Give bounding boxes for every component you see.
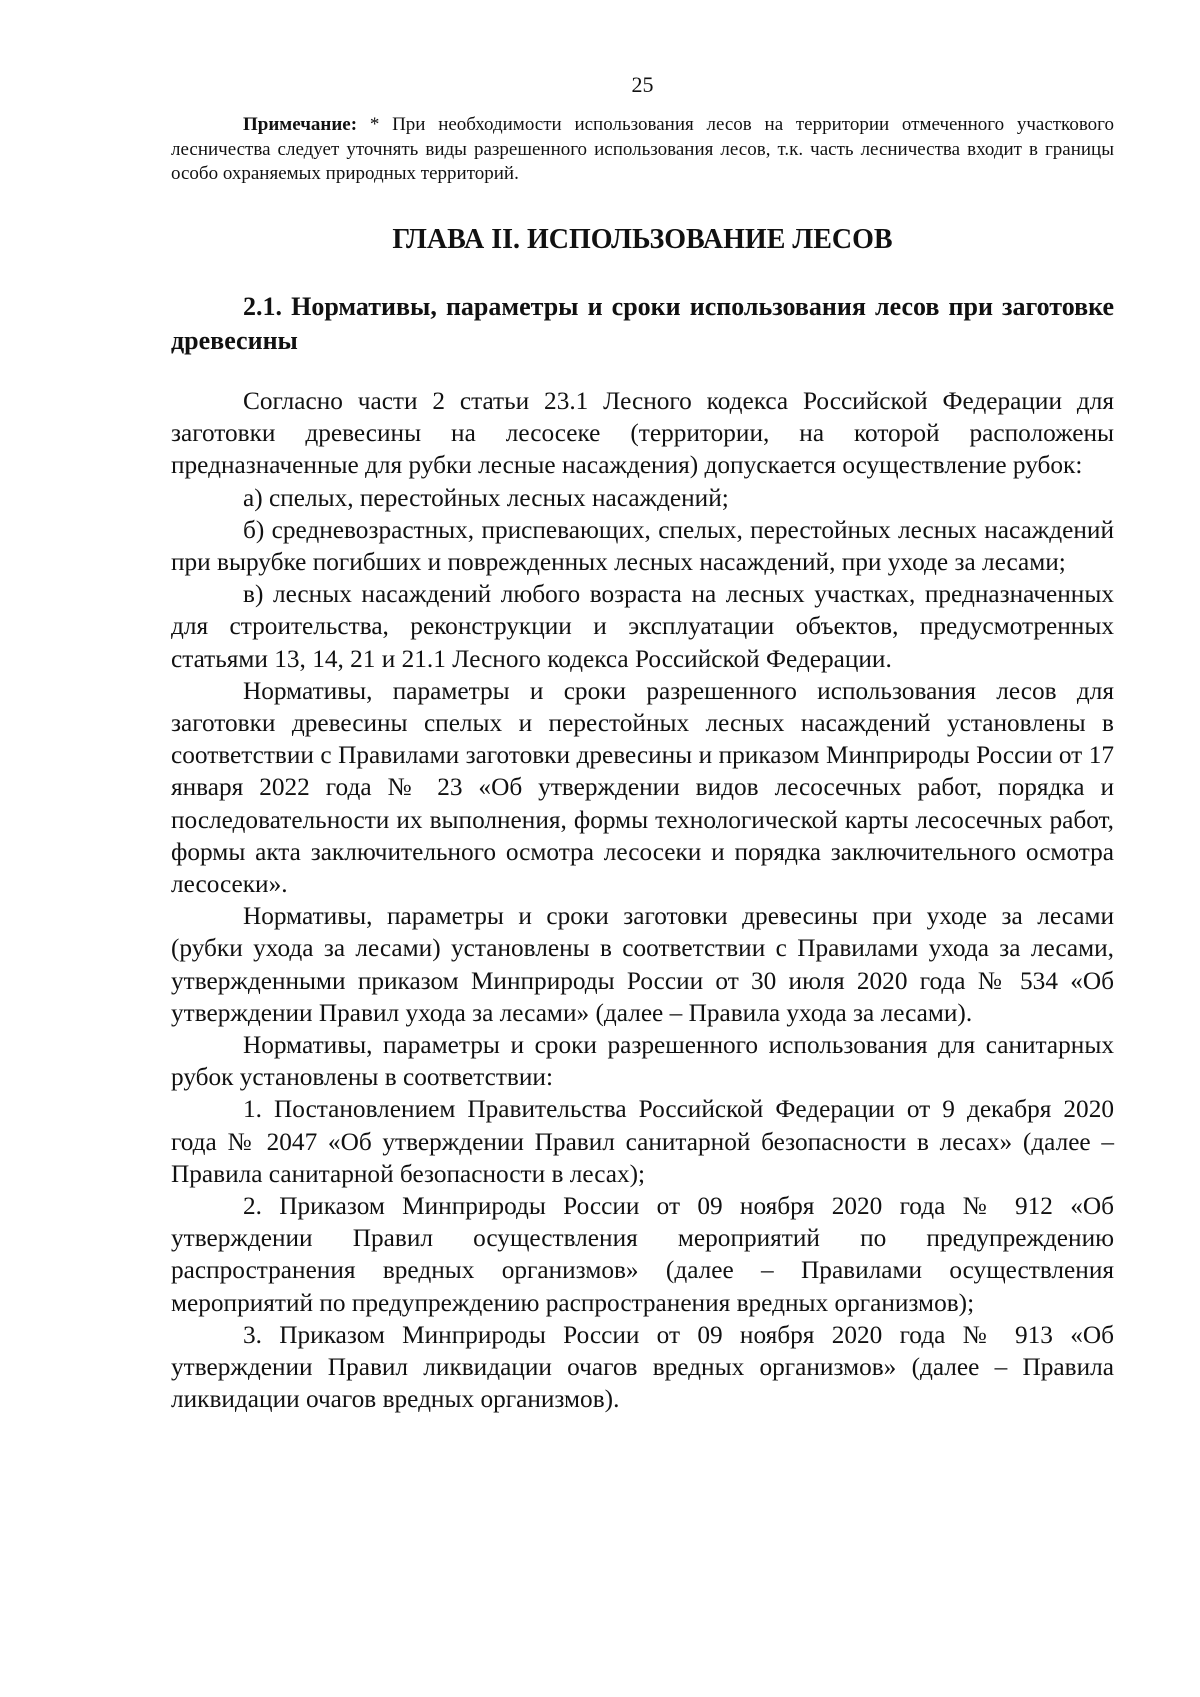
footnote xyxy=(171,113,1114,187)
paragraph: Нормативы, параметры и сроки разрешенного использования для санитарных рубок установлены в соответствии: xyxy=(171,1031,1114,1092)
note-label: Примечание: xyxy=(243,114,358,135)
section-title: 2.1. Нормативы, параметры и сроки использования лесов при заготовке древесины xyxy=(171,292,1114,355)
list-item-a: а) спелых, перестойных лесных насаждений; xyxy=(243,483,729,512)
list-item-1: 1. Постановлением Правительства Российской Федерации от 9 декабря 2020 года № 2047 «Об утверждении Правил санитарной безопасности в лесах» (далее – Правила санитарной безопасности в лесах); xyxy=(171,1095,1114,1188)
note-text: * При необходимости использования лесов на территории отмеченного участкового лесничества следует уточнять виды разрешенного использования лесов, т.к. часть лесничества входит в границы особо охраняемых природных территорий. xyxy=(171,114,1114,184)
list-item-b: б) средневозрастных, приспевающих, спелых, перестойных лесных насаждений при вырубке погибших и поврежденных лесных насаждений, при уходе за лесами; xyxy=(171,515,1114,577)
body-text xyxy=(171,385,1114,1416)
chapter-title: ГЛАВА II. ИСПОЛЬЗОВАНИЕ ЛЕСОВ xyxy=(392,224,893,255)
list-item-c: в) лесных насаждений любого возраста на лесных участках, предназначенных для строительства, реконструкции и эксплуатации объектов, предусмотренных статьями 13, 14, 21 и 21.1 Лесного кодекса Российской Федерации. xyxy=(171,580,1114,673)
paragraph: Нормативы, параметры и сроки разрешенного использования лесов для заготовки древесины спелых и перестойных лесных насаждений установлены в соответствии с Правилами заготовки древесины и приказом Минприроды России от 17 января 2022 года № 23 «Об утверждении видов лесосечных работ, порядка и последовательности их выполнения, формы технологической карты лесосечных работ, формы акта заключительного осмотра лесосеки и порядка заключительного осмотра лесосеки». xyxy=(171,676,1114,899)
paragraph: Согласно части 2 статьи 23.1 Лесного кодекса Российской Федерации для заготовки древесины на лесосеке (территории, на которой расположены предназначенные для рубки лесные насаждения) допускается осуществление рубок: xyxy=(171,387,1114,480)
list-item-2: 2. Приказом Минприроды России от 09 ноября 2020 года № 912 «Об утверждении Правил осуществления мероприятий по предупреждению распространения вредных организмов» (далее – Правилами осуществления мероприятий по предупреждению распространения вредных организмов); xyxy=(171,1192,1114,1317)
page-number: 25 xyxy=(631,72,654,97)
paragraph: Нормативы, параметры и сроки заготовки древесины при уходе за лесами (рубки ухода за лесами) установлены в соответствии с Правилами ухода за лесами, утвержденными приказом Минприроды России от 30 июля 2020 года № 534 «Об утверждении Правил ухода за лесами» (далее – Правила ухода за лесами). xyxy=(171,902,1114,1027)
list-item-3: 3. Приказом Минприроды России от 09 ноября 2020 года № 913 «Об утверждении Правил ликвидации очагов вредных организмов» (далее – Правила ликвидации очагов вредных организмов). xyxy=(171,1320,1114,1414)
